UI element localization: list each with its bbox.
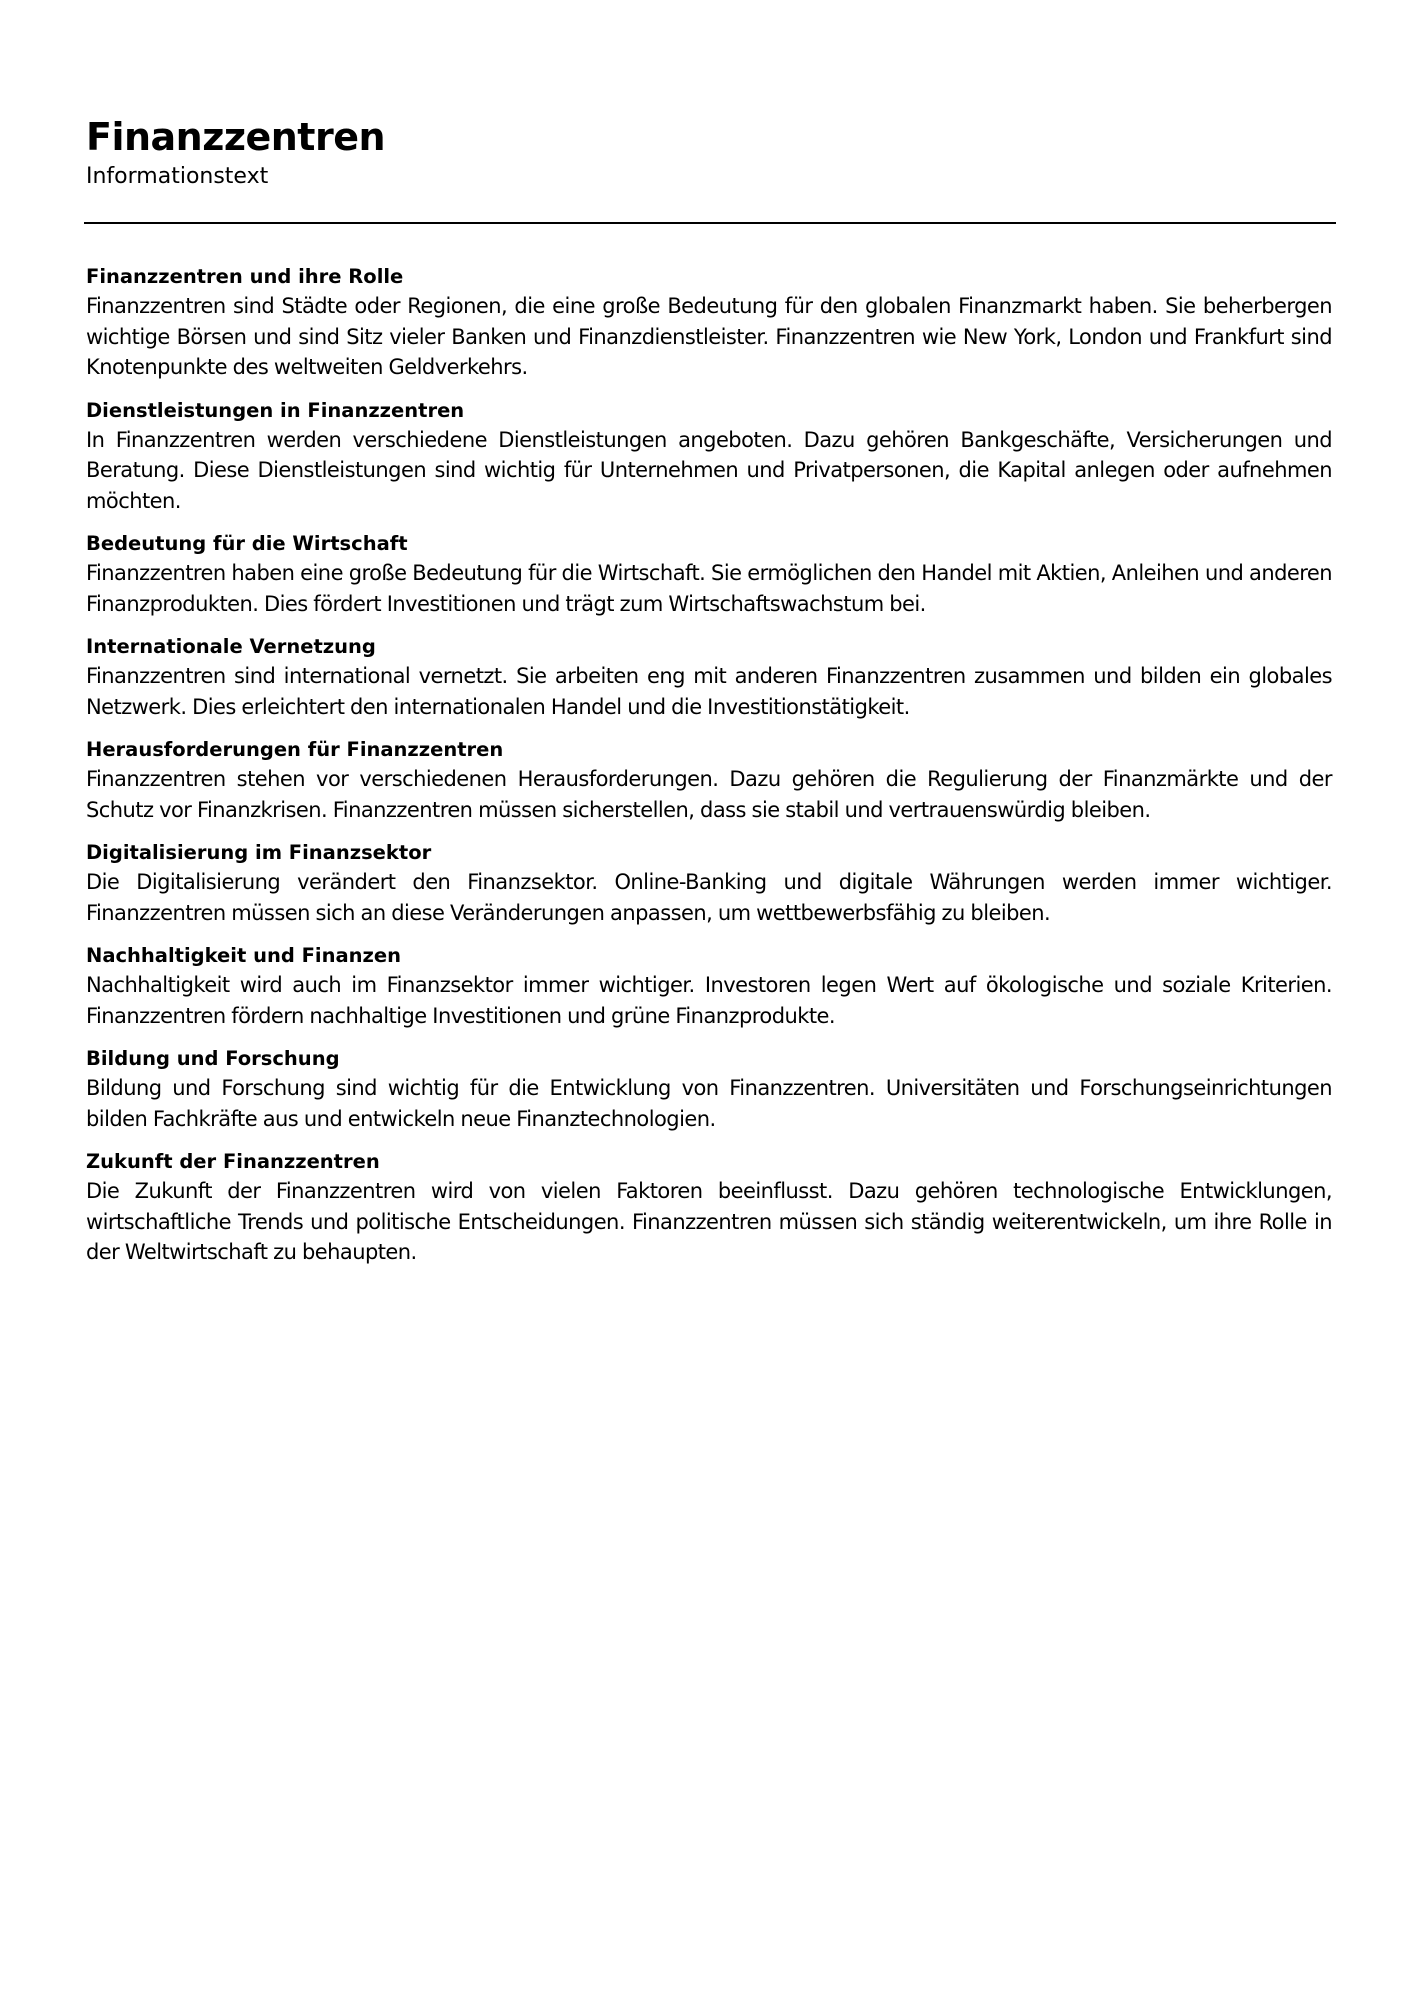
document-title: Finanzzentren (86, 115, 386, 159)
section-paragraph: Finanzzentren sind Städte oder Regionen, die eine große Bedeutung für den globalen Finanzmarkt haben. Sie beherbergen wichtige Börsen und sind Sitz vieler Banken und Finanzdienstleister. Finanzzentren wie New York, London und Frankfurt sind Knotenpunkte des weltweiten Geldverkehrs. (86, 294, 1332, 379)
section-bedeutung-fuer-die-wirtschaft (86, 530, 1332, 619)
section-herausforderungen (86, 736, 1332, 825)
section-paragraph: Die Digitalisierung verändert den Finanzsektor. Online-Banking und digitale Währungen werden immer wichtiger. Finanzzentren müssen sich an diese Veränderungen anpassen, um wettbewerbsfähig zu bleiben. (86, 870, 1332, 925)
section-nachhaltigkeit (86, 942, 1332, 1031)
section-paragraph: Die Zukunft der Finanzzentren wird von vielen Faktoren beeinflusst. Dazu gehören technologische Entwicklungen, wirtschaftliche Trends und politische Entscheidungen. Finanzzentren müssen sich ständig weiterentwickeln, um ihre Rolle in der Weltwirtschaft zu behaupten. (86, 1179, 1332, 1264)
section-heading: Bedeutung für die Wirtschaft (86, 532, 408, 555)
section-heading: Nachhaltigkeit und Finanzen (86, 944, 401, 967)
section-heading: Dienstleistungen in Finanzzentren (86, 398, 465, 422)
document-header (86, 112, 1336, 192)
section-finanzzentren-und-ihre-rolle (86, 263, 1332, 383)
header-divider (84, 222, 1336, 224)
section-heading: Zukunft der Finanzzentren (86, 1150, 380, 1173)
section-heading: Internationale Vernetzung (86, 635, 376, 658)
section-heading: Herausforderungen für Finanzzentren (86, 738, 504, 761)
section-paragraph: Bildung und Forschung sind wichtig für die Entwicklung von Finanzzentren. Universitäten und Forschungseinrichtungen bilden Fachkräfte aus und entwickeln neue Finanztechnologien. (86, 1076, 1332, 1131)
section-heading: Bildung und Forschung (86, 1047, 340, 1070)
section-paragraph: Finanzzentren sind international vernetzt. Sie arbeiten eng mit anderen Finanzzentren zusammen und bilden ein globales Netzwerk. Dies erleichtert den internationalen Handel und die Investitionstätigkeit. (86, 664, 1332, 719)
document-body (86, 263, 1332, 1282)
section-dienstleistungen (86, 397, 1332, 517)
section-digitalisierung (86, 839, 1332, 928)
section-bildung-und-forschung (86, 1045, 1332, 1134)
section-zukunft (86, 1148, 1332, 1268)
section-heading: Digitalisierung im Finanzsektor (86, 841, 432, 864)
section-paragraph: Nachhaltigkeit wird auch im Finanzsektor immer wichtiger. Investoren legen Wert auf ökologische und soziale Kriterien. Finanzzentren fördern nachhaltige Investitionen und grüne Finanzprodukte. (86, 973, 1332, 1028)
document-subtitle: Informationstext (86, 164, 269, 189)
section-heading: Finanzzentren und ihre Rolle (86, 265, 404, 288)
section-paragraph: In Finanzzentren werden verschiedene Dienstleistungen angeboten. Dazu gehören Bankgeschäfte, Versicherungen und Beratung. Diese Dienstleistungen sind wichtig für Unternehmen und Privatpersonen, die Kapital anlegen oder aufnehmen möchten. (86, 427, 1332, 513)
section-paragraph: Finanzzentren stehen vor verschiedenen Herausforderungen. Dazu gehören die Regulierung der Finanzmärkte und der Schutz vor Finanzkrisen. Finanzzentren müssen sicherstellen, dass sie stabil und vertrauenswürdig bleiben. (86, 767, 1332, 822)
section-paragraph: Finanzzentren haben eine große Bedeutung für die Wirtschaft. Sie ermöglichen den Handel mit Aktien, Anleihen und anderen Finanzprodukten. Dies fördert Investitionen und trägt zum Wirtschaftswachstum bei. (86, 561, 1332, 616)
section-internationale-vernetzung (86, 633, 1332, 722)
